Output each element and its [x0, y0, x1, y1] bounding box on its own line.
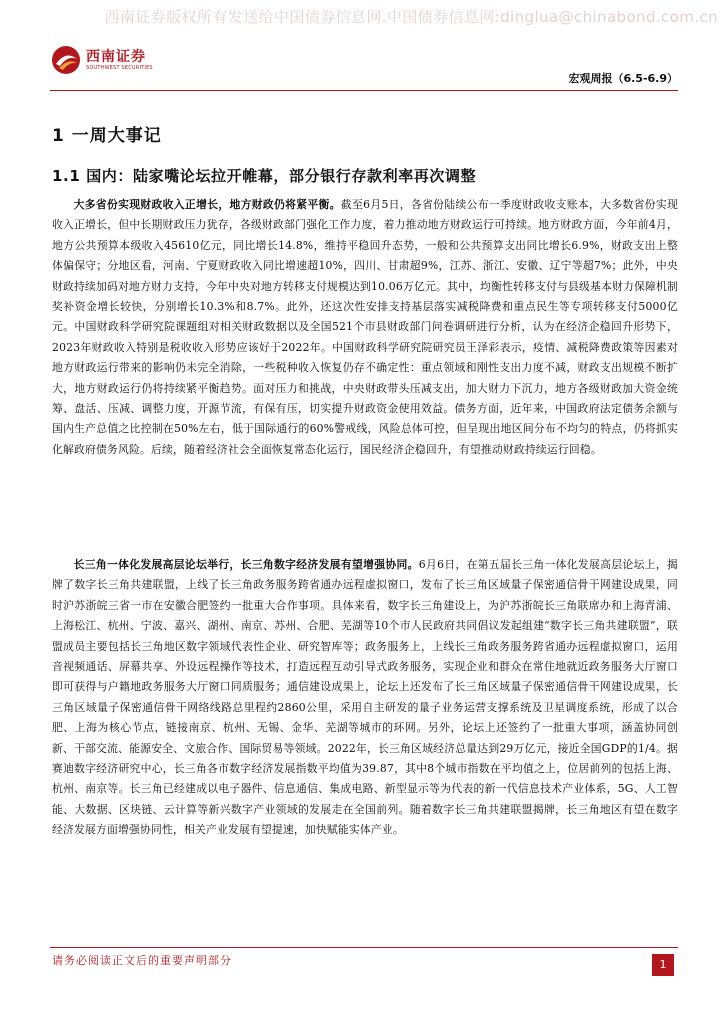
paragraph-lead: 长三角一体化发展高层论坛举行，长三角数字经济发展有望增强协同。	[73, 558, 419, 571]
report-type: 宏观周报（6.5-6.9）	[568, 72, 678, 85]
subsection-heading: 1.1 国内：陆家嘴论坛拉开帷幕，部分银行存款利率再次调整	[52, 167, 477, 185]
paragraph-body: 截至6月5日，各省份陆续公布一季度财政收支账本，大多数省份实现收入正增长，但中长期财政压力犹存，各级财政部门强化工作力度，着力推动地方财政运行可持续。地方财政方面，今年前4月，地方公共预算本级收入45610亿元，同比增长14.8%，维持平稳回升态势，一般和公共预算支出同比增长6.9%，财政支出上整体偏保守；分地区看，河南、宁夏财政收入同比增速超10%，四川、甘肃超9%，江苏、浙江、安徽、辽宁等超7%；此外，中央财政持续加码对地方财力支持，今年中央对地方转移支付规模达到10.06万亿元。其中，均衡性转移支付与县级基本财力保障机制奖补资金增长较快，分别增长10.3%和8.7%。此外，还这次性安排支持基层落实减税降费和重点民生等专项转移支付5000亿元。中国财政科学研究院课题组对相关财政数据以及全国521个市县财政部门问卷调研进行分析，认为在经济企稳回升形势下，2023年财政收入特别是税收收入形势应该好于2022年。中国财政科学研究院研究员王泽彩表示，疫情、减税降费政策等因素对地方财政运行带来的影响仍未完全消除，一些税种收入恢复仍存不确定性：重点领域和刚性支出力度不减，财政支出规模不断扩大，地方财政运行仍将持续紧平衡趋势。面对压力和挑战，中央财政带头压减支出，加大财力下沉力，地方各级财政加大资金统筹、盘活、压减、调整力度，开源节流，有保有压，切实提升财政资金使用效益。债务方面，近年来，中国政府法定债务余额与国内生产总值之比控制在50%左右，低于国际通行的60%警戒线，风险总体可控，但呈现出地区间分布不均匀的特点，仍将抓实化解政府债务风险。后续，随着经济社会全面恢复常态化运行，国民经济企稳回升，有望推动财政持续运行回稳。	[52, 198, 678, 456]
paragraph-body: 6月6日，在第五届长三角一体化发展高层论坛上，揭牌了数字长三角共建联盟，上线了长三角政务服务跨省通办远程虚拟窗口，发布了长三角区域量子保密通信骨干网建设成果，同时沪苏浙皖三省一市在安徽合肥签约一批重大合作事项。具体来看，数字长三角建设上，为沪苏浙皖长三角联席办和上海青浦、上海松江、杭州、宁波、嘉兴、湖州、南京、苏州、合肥、芜湖等10个市人民政府共同倡议发起组建“数字长三角共建联盟”，联盟成员主要包括长三角地区数字领域代表性企业、研究智库等；政务服务上，上线长三角政务服务跨省通办远程虚拟窗口，运用音视频通话、屏幕共享、外设远程操作等技术，打造远程互动引导式政务服务，实现企业和群众在常住地就近政务服务大厅窗口即可获得与户籍地政务服务大厅窗口同质服务；通信建设成果上，论坛上还发布了长三角区域量子保密通信骨干网建设成果，长三角区域量子保密通信骨干网络线路总里程约2860公里，采用自主研发的量子业务运营支撑系统及卫星调度系统，形成了以合肥、上海为核心节点，链接南京、杭州、无锡、金华、芜湖等城市的环网。另外，论坛上还签约了一批重大事项，涵盖协同创新、干部交流、能源安全、文旅合作、国际贸易等领域。2022年，长三角区域经济总量达到29万亿元，接近全国GDP的1/4。据赛迪数字经济研究中心，长三角各市数字经济发展指数平均值为39.87，其中8个城市指数在平均值之上，位居前列的包括上海、杭州、南京等。长三角已经建成以电子器件、信息通信、集成电路、新型显示等为代表的新一代信息技术产业体系，5G、人工智能、大数据、区块链、云计算等新兴数字产业领域的发展走在全国前列。随着数字长三角共建联盟揭牌，长三角地区有望在数字经济发展方面增强协同性，相关产业发展有望提速，加快赋能实体产业。	[52, 558, 678, 837]
logo-icon	[50, 44, 82, 76]
page-header	[50, 40, 678, 86]
footer-divider	[50, 947, 678, 948]
paragraph-fiscal	[52, 195, 678, 460]
company-logo	[50, 44, 153, 76]
logo-subtitle: SOUTHWEST SECURITIES	[86, 64, 153, 71]
footer-disclaimer: 请务必阅读正文后的重要声明部分	[52, 954, 232, 967]
section-heading: 1 一周大事记	[52, 126, 162, 146]
paragraph-yangtze-delta	[52, 555, 678, 841]
header-divider	[50, 90, 678, 91]
watermark-text: 西南证券版权所有发送给中国债券信息网.中国债券信息网:dinglua@chinabond.com.cn	[104, 8, 718, 26]
page-number: 1	[652, 954, 674, 976]
logo-name: 西南证券	[86, 48, 146, 65]
paragraph-lead: 大多省份实现财政收入正增长，地方财政仍将紧平衡。	[73, 198, 341, 211]
